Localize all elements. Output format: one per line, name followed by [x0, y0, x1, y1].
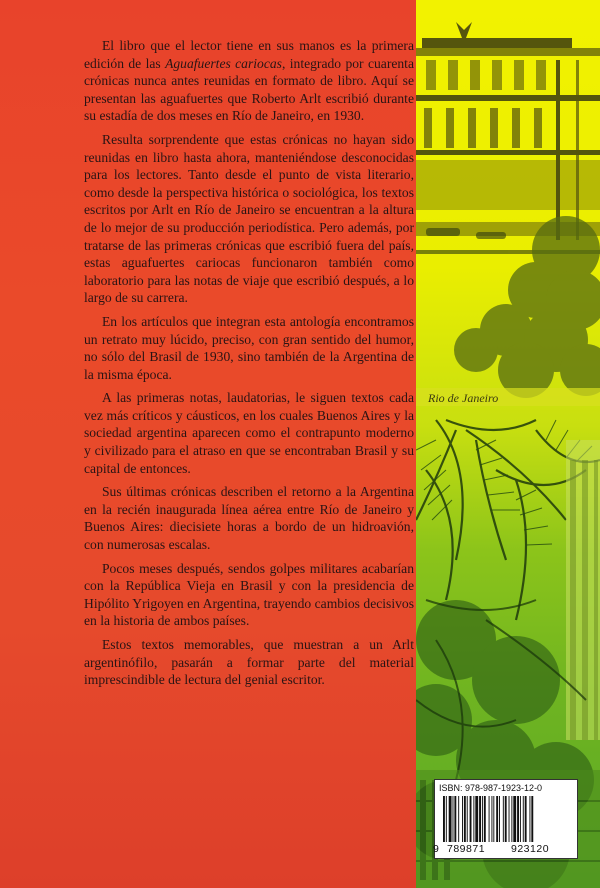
- barcode-bar: [443, 796, 445, 842]
- barcode-bar: [462, 796, 463, 842]
- postcard-strip: [416, 388, 600, 406]
- paragraph-3: En los artículos que integran esta antología encontramos un retrato muy lúcido, preciso, con gran sentido del humor, no sólo del Brasil de 1930, sino también de la Argentina de la misma época.: [84, 313, 414, 382]
- barcode-bar: [491, 796, 492, 842]
- barcode-bar: [529, 796, 530, 842]
- barcode-bar: [458, 796, 459, 842]
- paragraph-2: Resulta sorprendente que estas crónicas no hayan sido reunidas en libro hasta ahora, manteniéndose desconocidas para los lectores. Tanto desde el punto de vista literario, como desde la perspectiva histórica o sociológica, los textos escritos por Arlt en Río de Janeiro se encuentran a la altura de lo mejor de su producción periodística. Pero además, por tratarse de las primeras crónicas que escribió fuera del país, estas aguafuertes cariocas funcionaron también como laboratorio para las notas de viaje que escribió después, a lo largo de su carrera.: [84, 131, 414, 306]
- barcode-bar: [531, 796, 533, 842]
- barcode-first-digit: 9: [433, 843, 440, 855]
- barcode-bar: [517, 796, 519, 842]
- barcode-bar: [467, 796, 468, 842]
- postcard-caption: Rio de Janeiro: [428, 391, 499, 405]
- palm-leaflets: [416, 420, 592, 545]
- barcode-bar: [520, 796, 521, 842]
- barcode-bar: [489, 796, 490, 842]
- isbn-label: ISBN: 978-987-1923-12-0: [439, 783, 543, 793]
- isbn-barcode-box: [434, 779, 578, 859]
- barcode-left-group: 789871: [447, 843, 486, 855]
- barcode-bar: [470, 796, 472, 842]
- barcode-bar: [505, 796, 507, 842]
- paragraph-4: A las primeras notas, laudatorias, le siguen textos cada vez más críticos y cáusticos, en los cuales Buenos Aires y la sociedad argentina aparecen como el contrapunto moderno y civilizado para el atraso en que se encontraban Brasil y su capital de entonces.: [84, 390, 414, 476]
- photo-illustration: [416, 0, 600, 888]
- barcode-bar: [446, 796, 447, 842]
- barcode-right-group: 923120: [511, 843, 550, 855]
- synopsis-text: [84, 37, 414, 695]
- barcode-bar: [473, 796, 474, 842]
- barcode-bar: [475, 796, 478, 842]
- book-title-italic: Aguafuertes cariocas: [165, 55, 282, 71]
- barcode-bar: [503, 796, 504, 842]
- theatre-building: [416, 22, 600, 240]
- barcode-bar: [511, 796, 512, 842]
- barcode-bar: [479, 796, 481, 842]
- barcode-bar: [484, 796, 486, 842]
- barcode-bar: [493, 796, 494, 842]
- barcode-bar: [496, 796, 498, 842]
- barcode: [441, 796, 573, 842]
- paragraph-7: Estos textos memorables, que muestran a un Arlt argentinófilo, pasarán a formar parte del material imprescindible de lectura del genial escritor.: [84, 637, 414, 688]
- paragraph-1: El libro que el lector tiene en sus manos es la primera edición de las Aguafuertes cariocas, integrado por cuarenta crónicas nunca antes reunidas en formato de libro. Aquí se presentan las aguafuertes que Roberto Arlt escribió durante su estadía de dos meses en Río de Janeiro, en 1930.: [84, 38, 414, 124]
- paragraph-5: Sus últimas crónicas describen el retorno a la Argentina en la recién inaugurada línea aérea entre Río de Janeiro y Buenos Aires: diecisiete horas a bordo de un hidroavión, con numerosas escalas.: [84, 484, 414, 553]
- barcode-bar: [464, 796, 466, 842]
- barcode-bar: [525, 796, 527, 842]
- barcode-bar: [499, 796, 500, 842]
- barcode-bar: [454, 796, 456, 842]
- barcode-bar: [453, 796, 454, 842]
- barcode-bar: [523, 796, 524, 842]
- barcode-bar: [509, 796, 510, 842]
- barcode-bar: [449, 796, 452, 842]
- paragraph-6: Pocos meses después, sendos golpes militares acabarían con la República Vieja en Brasil y con la presidencia de Hipólito Yrigoyen en Argentina, trayendo cambios decisivos en la historia de ambos países.: [84, 560, 414, 629]
- trees-upper: [454, 216, 600, 398]
- rio-photo-collage: [416, 0, 600, 888]
- barcode-bar: [482, 796, 483, 842]
- barcode-bar: [513, 796, 516, 842]
